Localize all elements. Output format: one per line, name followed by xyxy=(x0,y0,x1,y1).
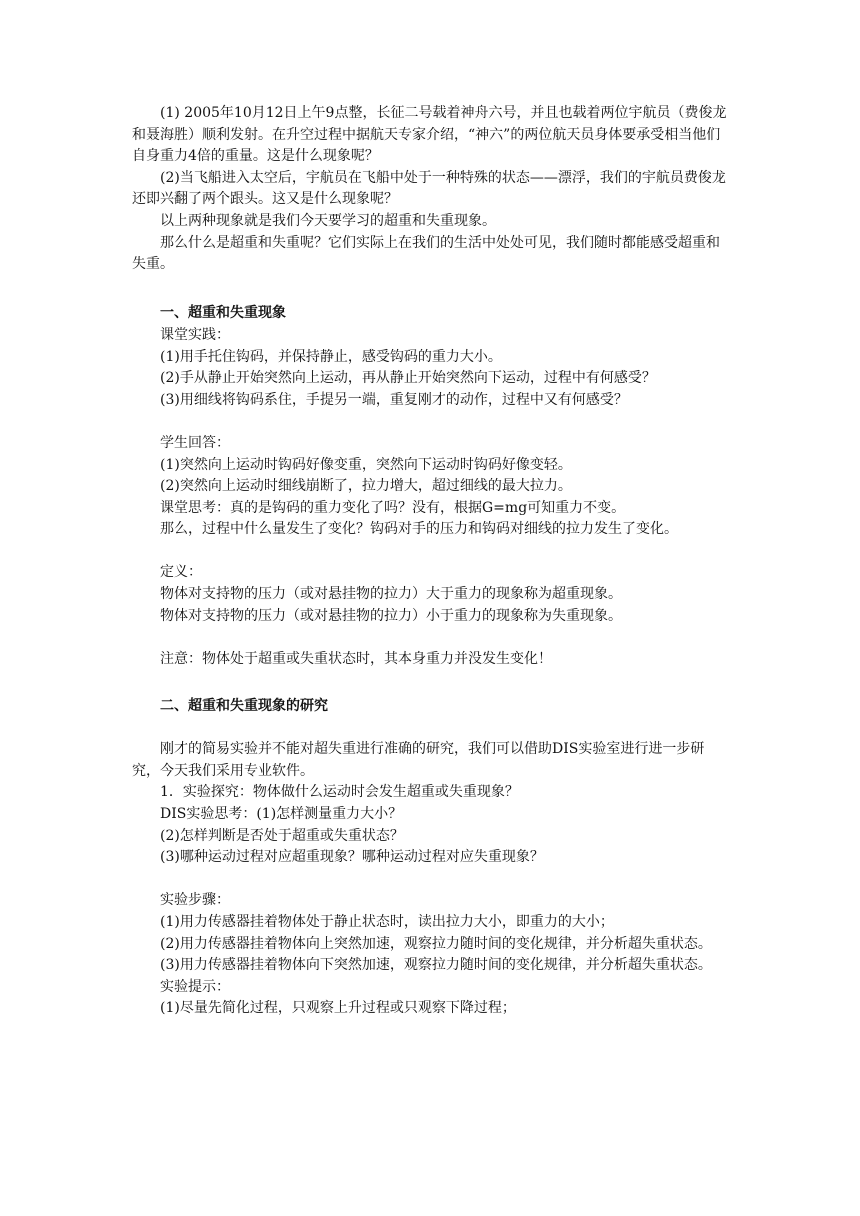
inquiry-text: 1．实验探究：物体做什么运动时会发生超重或失重现象？ xyxy=(160,784,519,801)
practice-item-3: (3)用细线将钩码系住，手提另一端，重复刚才的动作，过程中又有何感受？ xyxy=(160,391,628,408)
answer-item-2: (2)突然向上运动时细线崩断了，拉力增大，超过细线的最大拉力。 xyxy=(160,478,572,495)
dis-item-2: (2)怎样判断是否处于超重或失重状态？ xyxy=(160,827,404,844)
note-text: 注意：物体处于超重或失重状态时，其本身重力并没发生变化！ xyxy=(160,650,552,667)
intro-paragraph-2: (2)当飞船进入太空后，宇航员在飞船中处于一种特殊的状态——漂浮，我们的宇航员费俊龙还即兴翻了两个跟头。这又是什么现象呢？ xyxy=(132,169,726,208)
step-item-1: (1)用力传感器挂着物体处于静止状态时，读出拉力大小，即重力的大小； xyxy=(160,913,614,930)
definition-overweight: 物体对支持物的压力（或对悬挂物的拉力）大于重力的现象称为超重现象。 xyxy=(160,586,622,603)
step-item-3: (3)用力传感器挂着物体向下突然加速，观察拉力随时间的变化规律，并分析超失重状态。 xyxy=(160,957,712,974)
intro-paragraph-4: 那么什么是超重和失重呢？它们实际上在我们的生活中处处可见，我们随时都能感受超重和失重。 xyxy=(132,234,720,273)
tips-label: 实验提示： xyxy=(160,978,230,995)
answer-item-1: (1)突然向上运动时钩码好像变重，突然向下运动时钩码好像变轻。 xyxy=(160,456,572,473)
practice-item-1: (1)用手托住钩码，并保持静止，感受钩码的重力大小。 xyxy=(160,348,502,365)
section2-intro: 刚才的简易实验并不能对超失重进行准确的研究，我们可以借助DIS实验室进行进一步研究，今天我们采用专业软件。 xyxy=(132,741,705,779)
definition-weightless: 物体对支持物的压力（或对悬挂物的拉力）小于重力的现象称为失重现象。 xyxy=(160,607,622,624)
class-thinking: 课堂思考：真的是钩码的重力变化了吗？没有，根据G=mg可知重力不变。 xyxy=(160,499,626,516)
practice-item-2: (2)手从静止开始突然向上运动，再从静止开始突然向下运动，过程中有何感受？ xyxy=(160,370,656,387)
section2-heading: 二、超重和失重现象的研究 xyxy=(160,698,328,715)
dis-item-1: DIS实验思考：(1)怎样测量重力大小？ xyxy=(160,806,403,822)
followup-text: 那么，过程中什么量发生了变化？钩码对手的压力和钩码对细线的拉力发生了变化。 xyxy=(160,521,678,538)
step-item-2: (2)用力传感器挂着物体向上突然加速，观察拉力随时间的变化规律，并分析超失重状态。 xyxy=(160,935,712,952)
dis-item-3: (3)哪种运动过程对应超重现象？哪种运动过程对应失重现象？ xyxy=(160,849,544,866)
steps-label: 实验步骤： xyxy=(160,892,230,909)
practice-label: 课堂实践： xyxy=(160,326,230,343)
answer-label: 学生回答： xyxy=(160,434,230,451)
tip-item-1: (1)尽量先简化过程，只观察上升过程或只观察下降过程； xyxy=(160,1000,516,1017)
section1-heading: 一、超重和失重现象 xyxy=(160,305,286,322)
intro-paragraph-3: 以上两种现象就是我们今天要学习的超重和失重现象。 xyxy=(160,212,496,229)
intro-paragraph-1: (1) 2005年10月12日上午9点整，长征二号载着神舟六号，并且也载着两位宇航员（费俊龙和聂海胜）顺利发射。在升空过程中据航天专家介绍，“神六”的两位航天员身体要承受相当他们自身重力4倍的重量。这是什么现象呢？ xyxy=(132,105,727,165)
definition-label: 定义： xyxy=(160,564,202,581)
document-body xyxy=(132,103,732,1020)
